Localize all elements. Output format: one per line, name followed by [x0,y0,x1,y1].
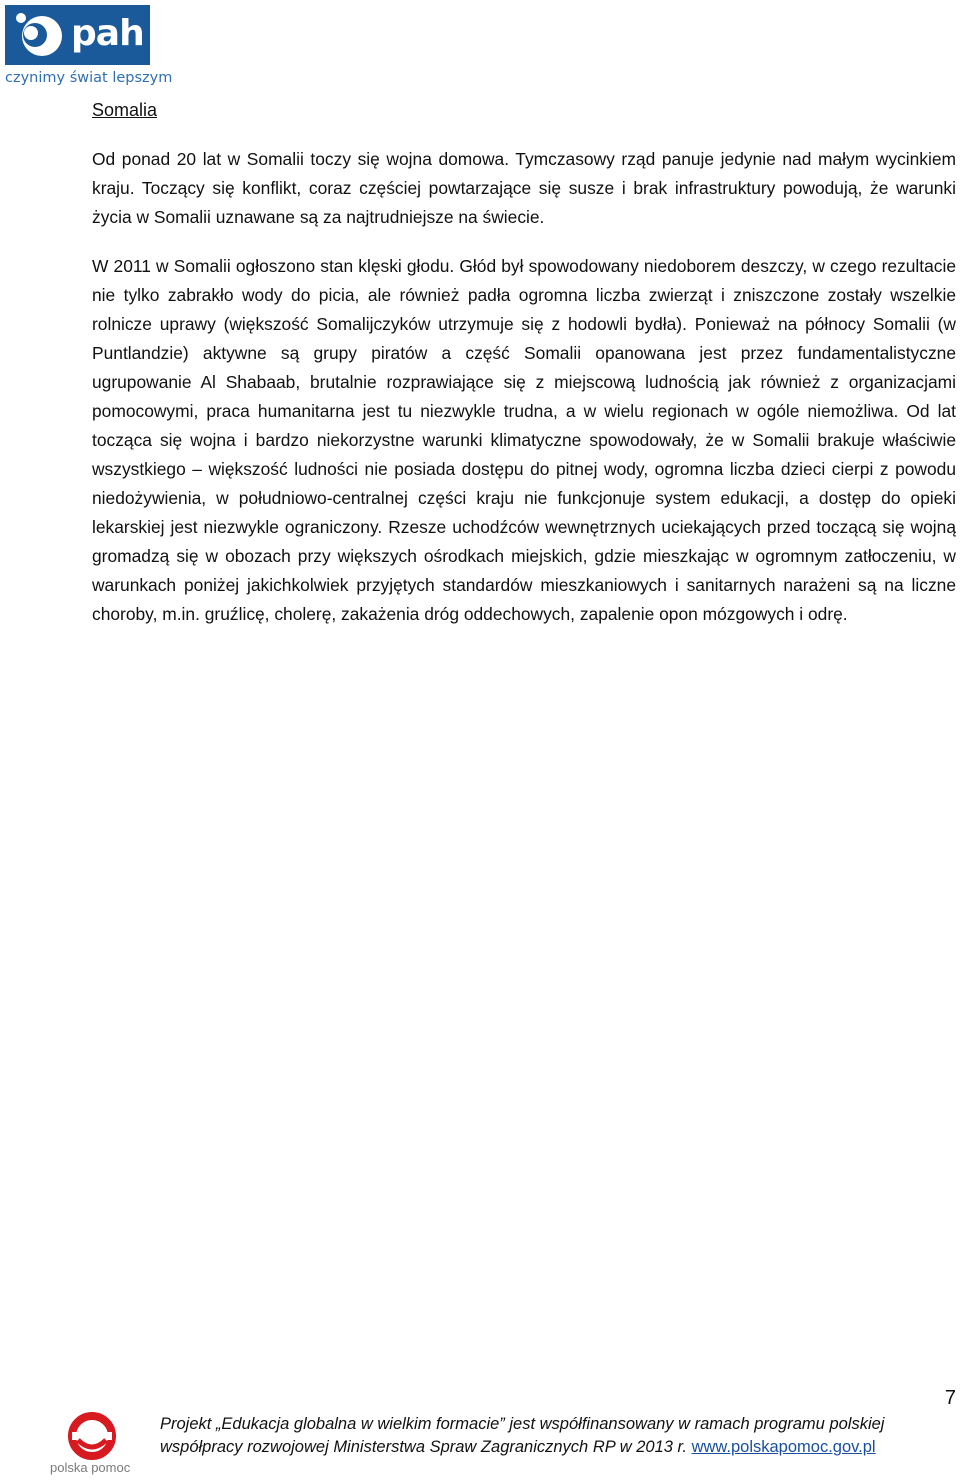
paragraph-intro: Od ponad 20 lat w Somalii toczy się wojna domowa. Tymczasowy rząd panuje jedynie nad małym wycinkiem kraju. Toczący się konflikt, coraz częściej powtarzające się susze i brak infrastruktury powodują, że warunki życia w Somalii uznawane są za najtrudniejsze na świecie. [92,149,956,227]
polskapomoc-link[interactable]: www.polskapomoc.gov.pl [691,1438,876,1456]
footer-line-2 [160,1436,884,1459]
footer-line-2-text: współpracy rozwojowej Ministerstwa Spraw Zagranicznych RP w 2013 r. [160,1438,692,1456]
page-number: 7 [944,1387,956,1409]
pah-logo [5,5,150,65]
footer-note [160,1413,884,1459]
logo-text: pah [71,13,144,54]
polska-pomoc-label: polska pomoc [50,1460,131,1475]
paragraph-famine: W 2011 w Somalii ogłoszono stan klęski głodu. Głód był spowodowany niedoborem deszczy, w czego rezultacie nie tylko zabrakło wody do picia, ale również padła ogromna liczba zwierząt i zniszczone zostały wszelkie rolnicze uprawy (większość Somalijczyków utrzymuje się z hodowli bydła). Ponieważ na północy Somalii (w Puntlandzie) aktywne są grupy piratów a część Somalii opanowana jest przez fundamentalistyczne ugrupowanie Al Shabaab, brutalnie rozprawiające się z miejscową ludnością jak również z organizacjami pomocowymi, praca humanitarna jest tu niezwykle trudna, a w wielu regionach w ogóle niemożliwa. Od lat tocząca się wojna i bardzo niekorzystne warunki klimatyczne spowodowały, że w Somalii brakuje właściwie wszystkiego – większość ludności nie posiada dostępu do pitnej wody, ogromna liczba dzieci cierpi z powodu niedożywienia, w południowo-centralnej części kraju nie funkcjonuje system edukacji, a dostęp do opieki lekarskiej jest niezwykle ograniczony. Rzesze uchodźców wewnętrznych uciekających przed toczącą się wojną gromadzą się w obozach przy większych ośrodkach miejskich, gdzie mieszkając w ogromnym zatłoczeniu, w warunkach poniżej jakichkolwiek przyjętych standardów mieszkaniowych i sanitarnych narażeni są na liczne choroby, m.in. gruźlicę, cholerę, zakażenia dróg oddechowych, zapalenie opon mózgowych i odrę. [92,256,956,624]
document-heading: Somalia [92,100,158,120]
footer-line-1: Projekt „Edukacja globalna w wielkim formacie” jest współfinansowany w ramach programu polskiej [160,1415,885,1433]
polska-pomoc-emblem-icon [48,1410,138,1460]
logo-tagline: czynimy świat lepszym [5,70,173,86]
